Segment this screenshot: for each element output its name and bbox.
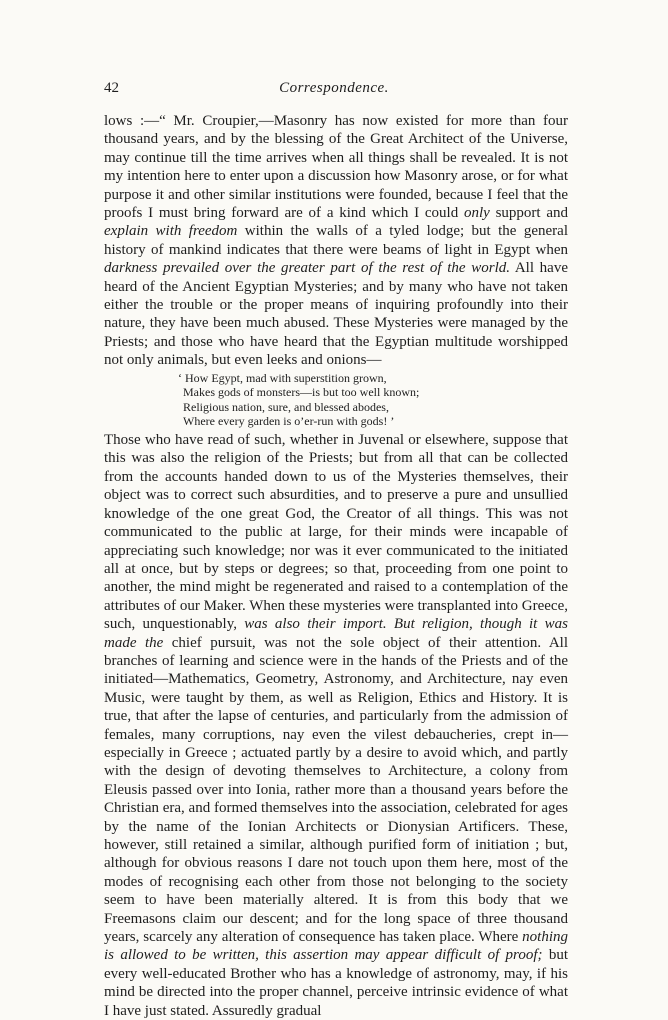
paragraph-2 [104, 431, 568, 1020]
paragraph-1 [104, 112, 568, 370]
paragraph-1-italic-3: darkness prevailed over the greater part of the rest of the world. [104, 260, 511, 277]
verse-line-2: Makes gods of monsters—is but too well known; [183, 385, 420, 400]
page-number: 42 [104, 80, 119, 96]
paragraph-2-italic-2: nothing is allowed to be written, this assertion may appear difficult of proof; [104, 929, 568, 964]
paragraph-2-text-3: but every well-educated Brother who has a knowledge of astronomy, may, if his mind be directed into the proper channel, perceive intrinsic evidence of what I have just stated. Assuredly gradual [104, 947, 568, 1019]
paragraph-1-text-3: within the walls of a tyled lodge; but the general history of mankind indicates that there were beams of light in Egypt when [104, 223, 568, 258]
verse-line-1: ‘ How Egypt, mad with superstition grown, [178, 370, 387, 385]
paragraph-2-text-2: chief pursuit, was not the sole object of their attention. All branches of learning and science were in the hands of the Priests and of the initiated—Mathematics, Geometry, Astronomy, and Architecture, nay even Music, were taught by them, as well as Religion, Ethics and History. It is true, that after the lapse of centuries, and particularly from the admission of females, many corruptions, nay even the vilest debaucheries, crept in—especially in Greece ; actuated partly by a desire to avoid which, and partly with the design of devoting themselves to Architecture, a colony from Eleusis passed over into Ionia, rather more than a thousand years before the Christian era, and formed themselves into the association, celebrated for ages by the name of the Ionian Architects or Dionysian Artificers. These, however, still retained a similar, although purified form of initiation ; but, although for obvious reasons I dare not touch upon them here, most of the modes of recognising each other from those not belonging to the society seem to have been materially altered. It is from this body that we Freemasons claim our descent; and for the long space of three thousand years, scarcely any alteration of consequence has taken place. Where [104, 634, 569, 946]
verse-line-4: Where every garden is o’er-run with gods! ’ [183, 414, 395, 429]
verse-quotation [178, 371, 568, 429]
paragraph-2-italic-1: was also their import. But religion, though it was made the [104, 616, 568, 651]
paragraph-1-text-1: lows :—“ Mr. Croupier,—Masonry has now existed for more than four thousand years, and by the blessing of the Great Architect of the Universe, may continue till the time arrives when all things shall be revealed. It is not my intention here to enter upon a discussion how Masonry arose, or for what purpose it and other similar institutions were founded, because I feel that the proofs I must bring forward are of a kind which I could [104, 113, 568, 222]
article-body [104, 112, 568, 1020]
paragraph-1-italic-2: explain with freedom [104, 223, 238, 240]
running-title: Correspondence. [279, 80, 389, 96]
paragraph-1-text-2: support and [489, 205, 568, 222]
paragraph-1-text-4: All have heard of the Ancient Egyptian Mysteries; and by many who have not taken either the trouble or the proper means of inquiring profoundly into their nature, they have been much abused. These Mysteries were managed by the Priests; and those who have heard that the Egyptian multitude worshipped not only animals, but even leeks and onions— [104, 260, 569, 369]
page-header [104, 80, 564, 100]
verse-line-3: Religious nation, sure, and blessed abodes, [183, 399, 389, 414]
paragraph-1-italic-1: only [463, 205, 490, 222]
paragraph-2-text-1: Those who have read of such, whether in Juvenal or elsewhere, suppose that this was also the religion of the Priests; but from all that can be collected from the accounts handed down to us of the Mysteries themselves, their object was to correct such absurdities, and to preserve a pure and unsullied knowledge of the one great God, the Creator of all things. This was not communicated to the public at large, for their minds were incapable of appreciating such knowledge; nor was it ever communicated to the initiated all at once, but by steps or degrees; so that, proceeding from one point to another, the mind might be regenerated and raised to a contemplation of the attributes of our Maker. When these mysteries were transplanted into Greece, such, unquestionably, [104, 432, 568, 633]
